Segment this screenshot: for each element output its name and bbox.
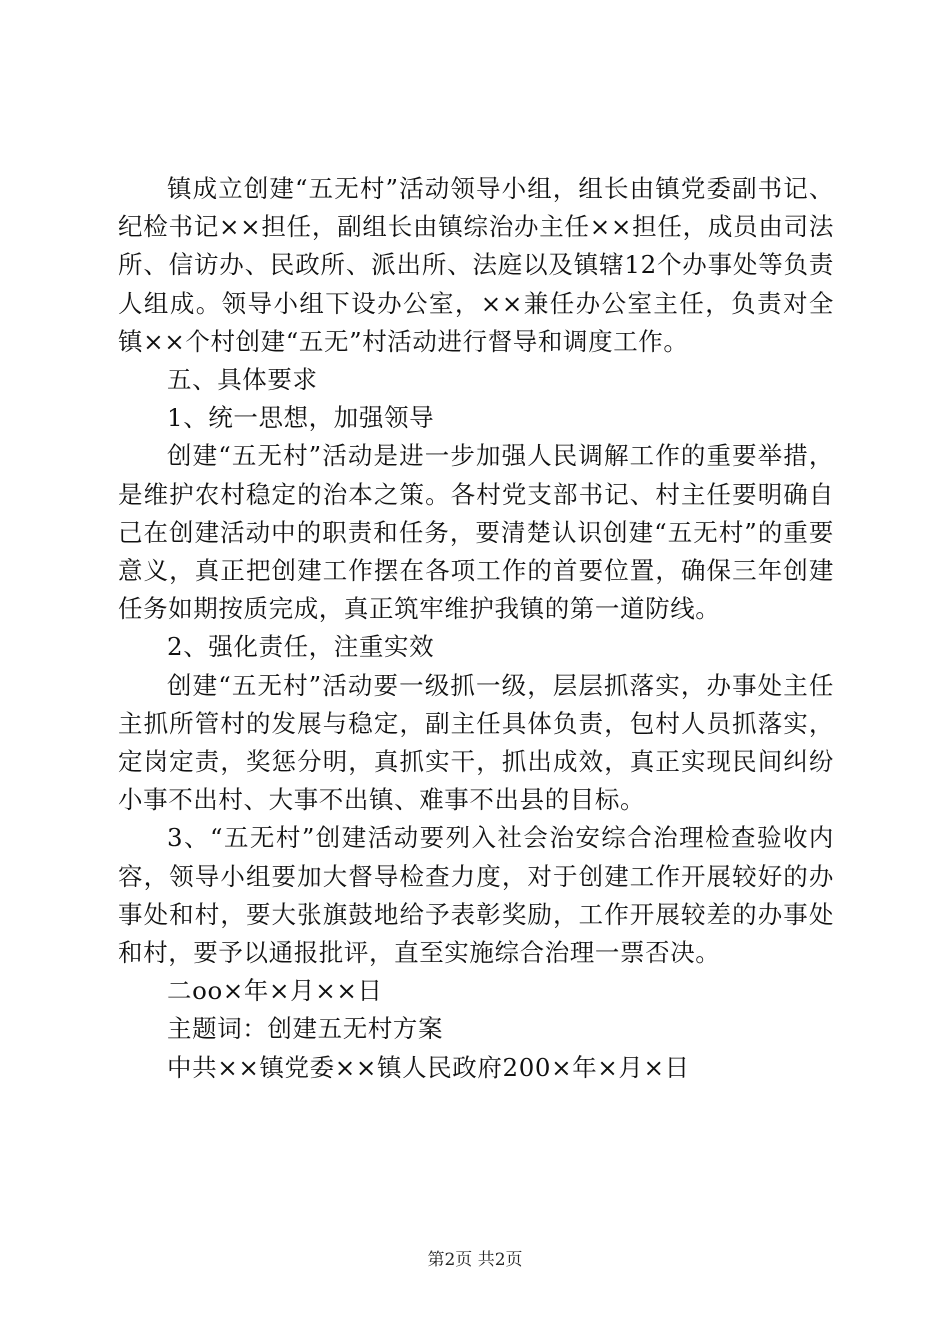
issuer-line: 中共××镇党委××镇人民政府200×年×月×日 [167, 1052, 690, 1082]
section-heading-requirements: 五、具体要求 [167, 365, 318, 395]
subject-keywords: 主题词：创建五无村方案 [167, 1014, 444, 1044]
paragraph-strengthen-responsibility: 创建“五无村”活动要一级抓一级，层层抓落实，办事处主任主抓所管村的发展与稳定，副主任具体负责，包村人员抓落实，定岗定责，奖惩分明，真抓实干，抓出成效，真正实现民间纠纷小事不出村、大事不出镇、难事不出县的目标。 [118, 670, 834, 815]
subheading-unify-thinking: 1、统一思想，加强领导 [167, 403, 435, 433]
paragraph-unify-thinking: 创建“五无村”活动是进一步加强人民调解工作的重要举措，是维护农村稳定的治本之策。各村党支部书记、村主任要明确自己在创建活动中的职责和任务，要清楚认识创建“五无村”的重要意义，真正把创建工作摆在各项工作的首要位置，确保三年创建任务如期按质完成，真正筑牢维护我镇的第一道防线。 [118, 441, 834, 624]
page-number: 第2页 共2页 [427, 1250, 523, 1270]
document-date: 二oo×年×月××日 [167, 976, 383, 1006]
paragraph-inspection: 3、“五无村”创建活动要列入社会治安综合治理检查验收内容，领导小组要加大督导检查力度，对于创建工作开展较好的办事处和村，要大张旗鼓地给予表彰奖励，工作开展较差的办事处和村，要予以通报批评，直至实施综合治理一票否决。 [118, 823, 834, 968]
subheading-strengthen-responsibility: 2、强化责任，注重实效 [167, 632, 435, 662]
paragraph-leadership-group: 镇成立创建“五无村”活动领导小组，组长由镇党委副书记、纪检书记××担任，副组长由镇综治办主任××担任，成员由司法所、信访办、民政所、派出所、法庭以及镇辖12个办事处等负责人组成。领导小组下设办公室，××兼任办公室主任，负责对全镇××个村创建“五无”村活动进行督导和调度工作。 [118, 174, 834, 356]
document-body [118, 170, 834, 1087]
